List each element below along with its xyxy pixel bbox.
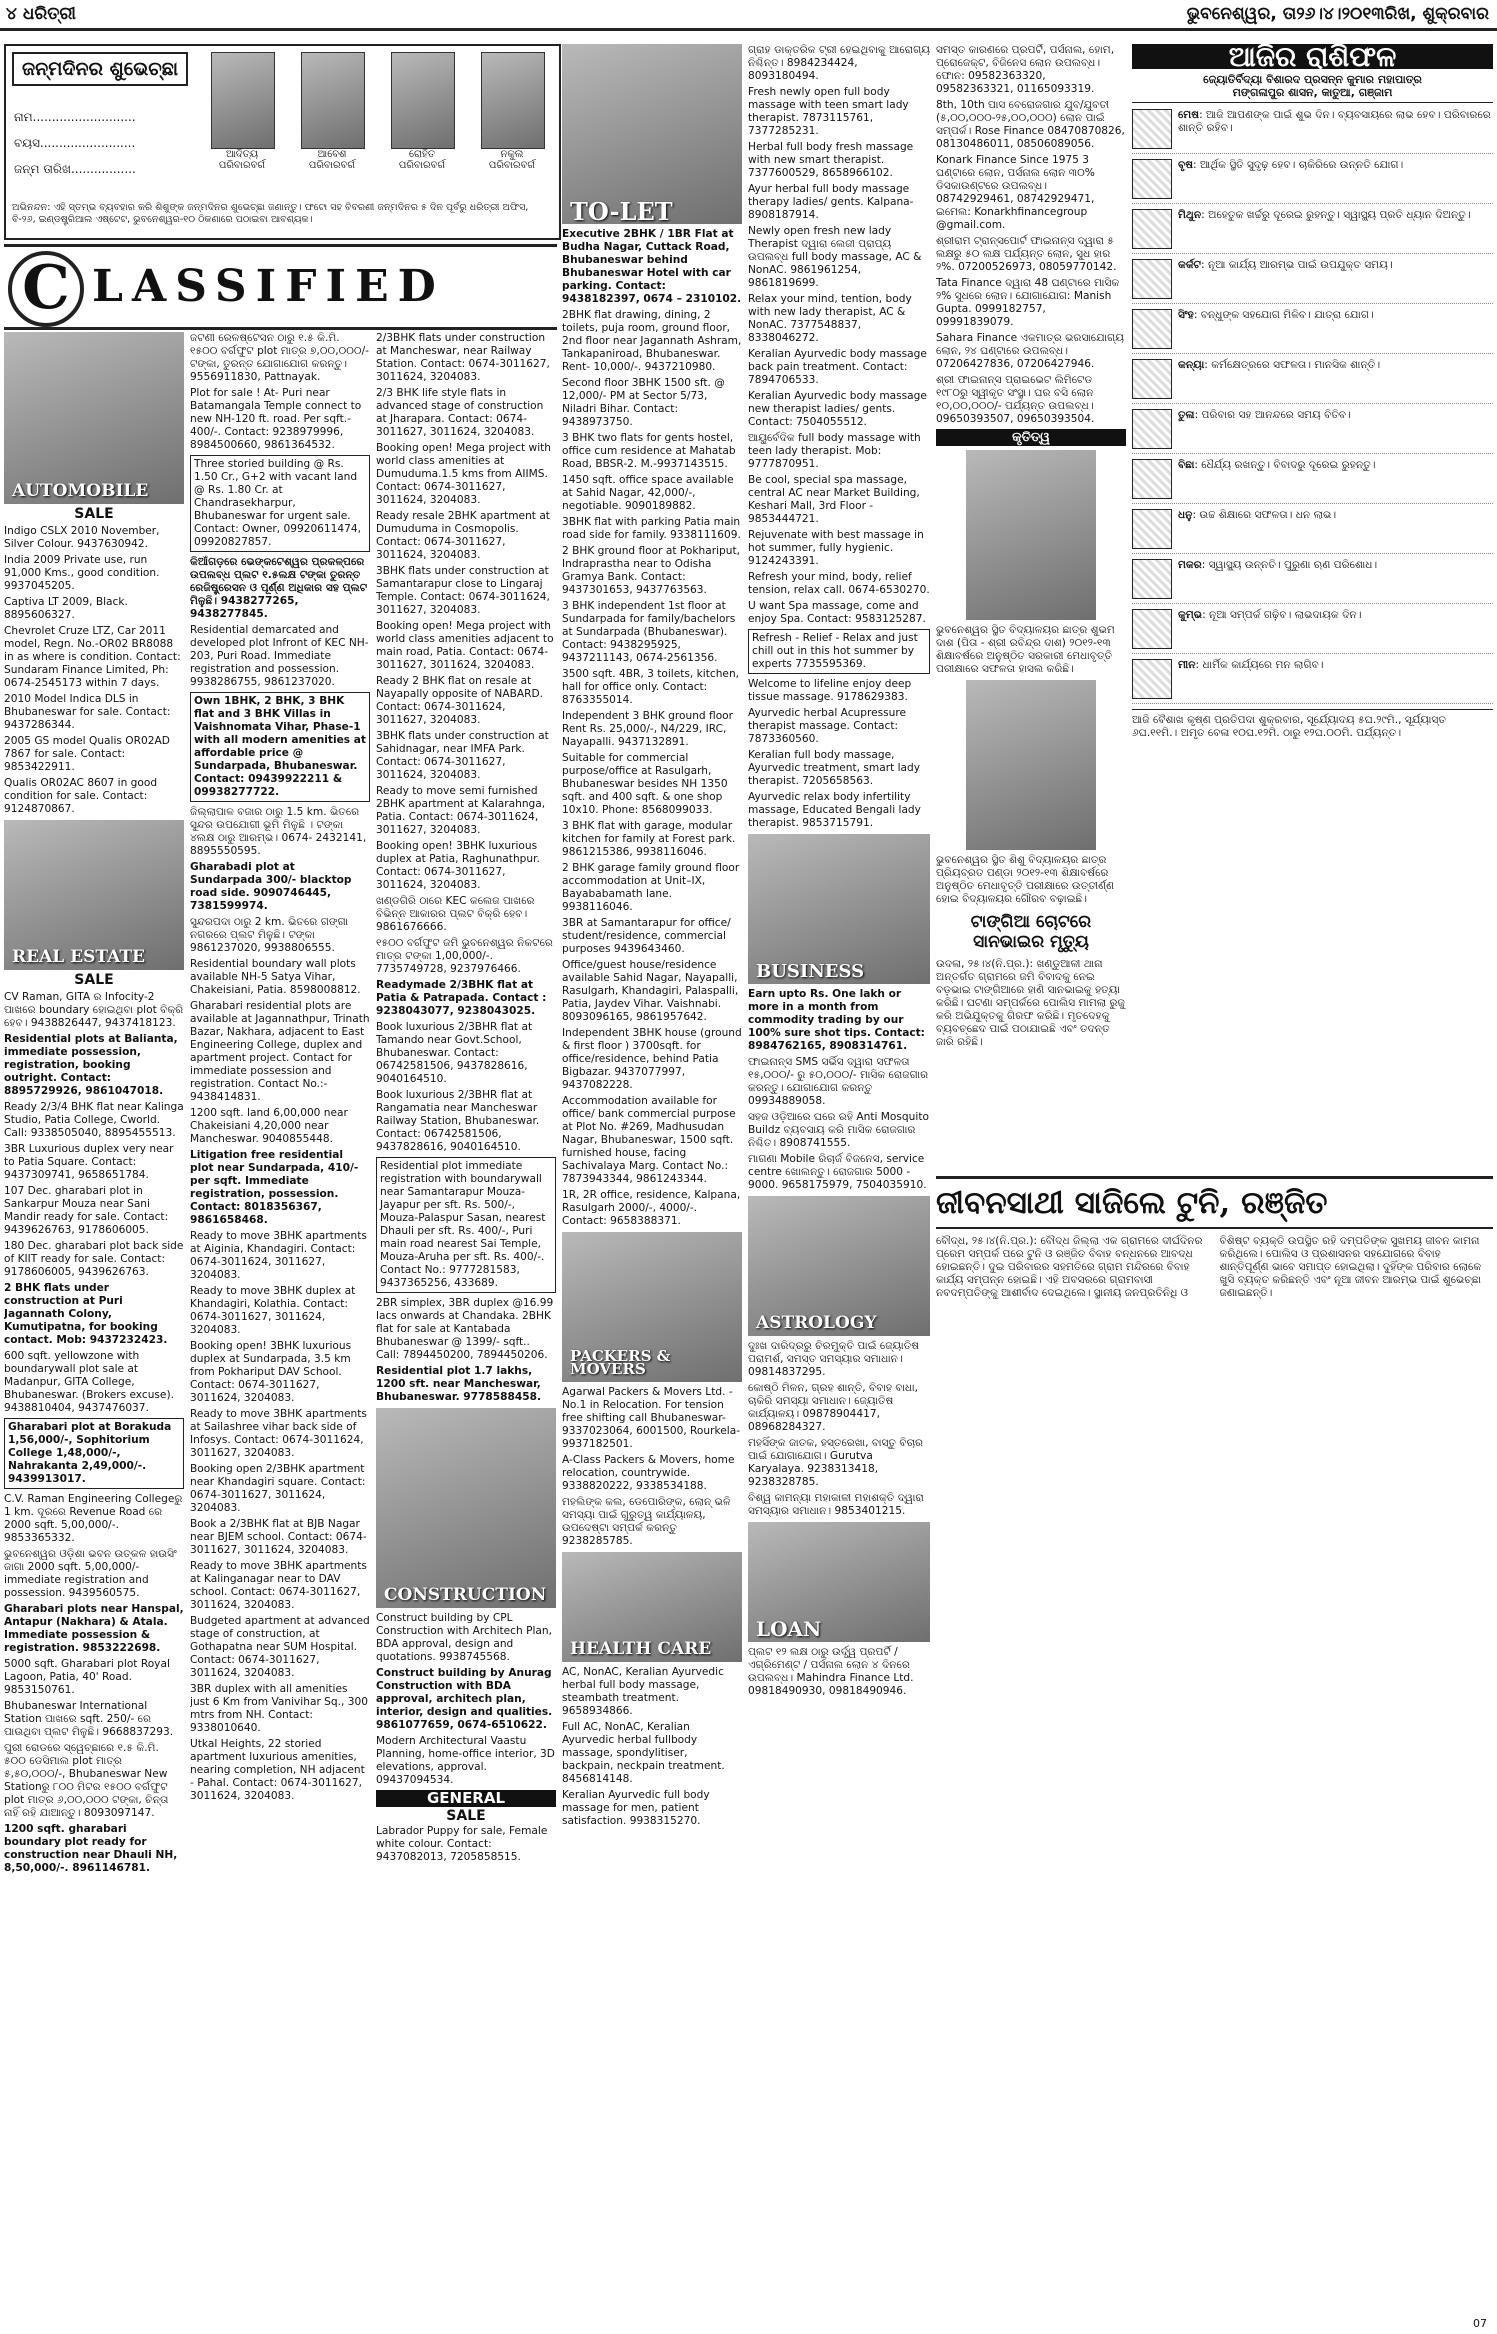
ad-text: Ready to move 3BHK apartments at Aiginia, Khandagiri. Contact: 0674-3011624, 3011627, 3204083.	[190, 1230, 367, 1281]
panjika-text: ଆଜି ବୈଶାଖ କୃଷ୍ଣ ପ୍ରତିପଦା ଶୁକ୍ରବାର, ସୂର୍ଯ୍ୟୋଦୟ ୫ଘ.୨୯ମି., ସୂର୍ଯ୍ୟାସ୍ତ ୬ଘ.୧୧ମି.। ଅମୃତ ବେଳା ୧୦ଘ.୧୨ମି. ଠାରୁ ୧୨ଘ.୦୦ମି. ପର୍ଯ୍ୟନ୍ତ।	[1132, 709, 1493, 740]
rashi-row	[1132, 559, 1493, 604]
boxed-ad: Residential plot immediate registration with boundarywall near Samantarapur Mouza-Jayapur per sft. Rs. 500/-, Mouza-Palaspur Sasan, nearest Dhauli per sft. Rs. 400/-, Puri main road nearest Sai Temple, Mouza-Aruha per sft. Rs. 400/-. Contact No.: 9777281583, 9437365256, 433689.	[376, 1157, 556, 1293]
rashifala-address: ମଙ୍ଗଳାପୁର ଶାସନ, କାତୁଆ, ଗଞ୍ଜାମ	[1132, 86, 1493, 103]
rashi-name: କନ୍ୟା	[1178, 359, 1205, 371]
story-headline: ଜୀବନସାଥୀ ସାଜିଲେ ଟୁନି, ରଞ୍ଜିତ	[936, 1176, 1493, 1229]
ad-text: ସହଜ ଓଡ଼ିଆରେ ଘରେ ରହି Anti Mosquito Buildz ବ୍ୟବସାୟ କରି ମାସିକ ରୋଜଗାର ନିଶ୍ଚିତ। 8908741555.	[748, 1111, 929, 1149]
rashi-row	[1132, 359, 1493, 404]
ad-text: Litigation free residential plot near Sundarpada, 410/- per sqft. Immediate registration, possession. Contact: 8018356367, 9861658468.	[190, 1149, 359, 1226]
student-photo-1	[966, 450, 1096, 620]
rashi-name: ବିଛା	[1178, 459, 1195, 471]
ad-text: Gharabari plots near Hanspal, Antapur (Nakhara) & Atala. Immediate possession & registration. 9853222698.	[4, 1603, 184, 1654]
ad-text: Second floor 3BHK 1500 sft. @ 12,000/- PM at Sector 5/73, Niladri Bihar. Contact: 9438973750.	[562, 377, 725, 428]
zodiac-icon	[1132, 259, 1172, 299]
rashi-name: ମୀନ	[1178, 659, 1196, 671]
ad-text: Independent 3BHK house (ground & first floor ) 3700sqft. for office/residence, behind Patia Bigbazar. 9437077997, 9437082228.	[562, 1027, 742, 1091]
ad-text: 2 BHK ground floor at Pokhariput, Indraprastha near to Odisha Gramya Bank. Contact: 9437301653, 9437763563.	[562, 545, 740, 596]
ad-text: Ready to move 3BHK duplex at Khandagiri, Kolathia. Contact: 0674-3011627, 3011624, 3204083.	[190, 1285, 356, 1336]
ad-text: Residential plots at Balianta, immediate possession, registration, booking outright. Contact: 8895729926, 9861047018.	[4, 1033, 178, 1097]
ad-text: Booking open! 3BHK luxurious duplex at Patia, Raghunathpur. Contact: 0674-3011627, 3011624, 3204083.	[376, 840, 540, 891]
ad-text: Keralian full body massage, Ayurvedic treatment, smart lady therapist. 7205658563.	[748, 749, 921, 787]
ad-text: ଗ୍ରାହ ଡାକ୍ତରିକ ଟ୍ରୀ ହେଇଥିବାକୁ ଆରୋଗ୍ୟ ନିଶ୍ଚିନ୍ତ। 8984234424, 8093180494.	[748, 44, 930, 82]
ad-text: ବିଶ୍ୱ କାମନ୍ୟା ମହାକାଳୀ ମହାଶକ୍ତି ଦ୍ୱାରା ସମସ୍ୟାର ସମାଧାନ। 9853401215.	[748, 1492, 924, 1517]
achievement-text: ଭୁବନେଶ୍ୱର ସ୍ଥିତ ଶିଶୁ ବିଦ୍ୟାଳୟର ଛାତ୍ର ପ୍ରିୟବ୍ରତ ପଣ୍ଡା ୨୦୧୨-୧୩ ଶିକ୍ଷାବର୍ଷରେ ଅନୁଷ୍ଠିତ ମେଧାବୃତ୍ତି ପରୀକ୍ଷାରେ ଉତ୍ତୀର୍ଣ୍ଣ ହୋଇ ବିଦ୍ୟାଳୟର ଗୌରବ ବଢ଼ାଇଛି।	[936, 854, 1115, 905]
ad-text: Residential boundary wall plots available NH-5 Satya Vihar, Chakeisiani, Patia. 8598008812.	[190, 958, 361, 996]
news-headline: ଟାଙ୍ଗିଆ ଚୋଟରେ ସାନଭାଇର ମୃତ୍ୟୁ	[970, 912, 1092, 952]
rashi-prediction: ଧୈର୍ଯ୍ୟ ରଖନ୍ତୁ। ବିବାଦରୁ ଦୂରେଇ ରୁହନ୍ତୁ।	[1201, 459, 1376, 471]
story-section	[936, 1176, 1493, 2327]
page-header	[0, 0, 1497, 31]
rashi-prediction: ପରିବାର ସହ ଆନନ୍ଦରେ ସମୟ ବିତିବ।	[1201, 409, 1351, 421]
ad-text: 3 BHK independent 1st floor at Sundarpada for family/bachelors at Sundarpada (Bhubaneswar). Contact: 9438295925, 9437211143, 0674-2561356.	[562, 600, 736, 664]
ad-text: ଜଟଣୀ ରେଳଷ୍ଟେସନ ଠାରୁ ୧.୫ କି.ମି. ୧୫୦୦ ବର୍ଗଫୁଟ plot ମାତ୍ର ୭,୦୦,୦୦୦/- ଟଙ୍କା, ତୁରନ୍ତ ଯୋଗାଯୋଗ କରନ୍ତୁ। 9556911830, Pattnayak.	[190, 332, 369, 383]
ad-text: 107 Dec. gharabari plot in Sankarpur Mouza near Sani Mandir ready for sale. Contact: 9439626763, 9178606005.	[4, 1185, 169, 1236]
ad-text: Ready to move 3BHK apartments at Sailashree vihar back side of Infosys. Contact: 0674-3011624, 3011627, 3204083.	[190, 1408, 367, 1459]
rashi-row	[1132, 409, 1493, 454]
packers-movers-image: PACKERS & MOVERS	[562, 1232, 742, 1382]
rashi-prediction: ନୂଆ ସମ୍ପର୍କ ଗଢ଼ିବ। ଲାଭଦାୟକ ଦିନ।	[1209, 609, 1362, 621]
ad-text: India 2009 Private use, run 91,000 Kms., good condition. 9937045205.	[4, 554, 160, 592]
rashifala-signs	[1132, 109, 1493, 704]
classified-letter: C	[8, 251, 84, 327]
ad-text: Earn upto Rs. One lakh or more in a month from commodity trading by our 100% sure shot tips. Contact: 8984762165, 8908314761.	[748, 988, 925, 1052]
ad-text: Independent 3 BHK ground floor Rent Rs. 25,000/-, N4/229, IRC, Nayapalli. 9437132891.	[562, 710, 734, 748]
ad-text: ଖଣ୍ଡଗିରି ଠାରେ KEC କଲେଜ ପାଖରେ ବିଭିନ୍ନ ଆକାରର ପ୍ଲଟ ବିକ୍ରି ହେବ। 9861676666.	[376, 895, 535, 933]
rashi-prediction: ଅହେତୁକ ଖର୍ଚ୍ଚରୁ ଦୂରେଇ ରୁହନ୍ତୁ। ସ୍ୱାସ୍ଥ୍ୟ ପ୍ରତି ଧ୍ୟାନ ଦିଅନ୍ତୁ।	[1208, 209, 1471, 221]
ad-text: Newly open fresh new lady Therapist ଦ୍ୱାରା ଲେଜୀ ପ୍ରାପ୍ୟ ଉପଲବ୍ଧ full body massage, AC & NonAC. 9861961254, 9861819699.	[748, 225, 922, 289]
ad-text: 3BHK flats under construction at Sahidnagar, near IMFA Park. Contact: 0674-3011627, 3011624, 3204083.	[376, 730, 549, 781]
student-photo-2	[966, 680, 1096, 850]
ad-text: Tata Finance ଦ୍ୱାରା 48 ଘଣ୍ଟାରେ ମାସିକ ୨% ସୁଧରେ ଲୋନ। ଯୋଗାଯୋଗ: Manish Gupta. 0999182757, 09991839079.	[936, 277, 1120, 328]
rashi-text: କର୍କଟ: ନୂଆ କାର୍ଯ୍ୟ ଆରମ୍ଭ ପାଇଁ ଉପଯୁକ୍ତ ସମୟ।	[1178, 259, 1393, 271]
rashi-prediction: ଆର୍ଥିକ ସ୍ଥିତି ସୁଦୃଢ଼ ହେବ। ଚାକିରିରେ ଉନ୍ନତି ଯୋଗ।	[1199, 159, 1404, 171]
birthday-date-field: ଜନ୍ମ ତାରିଖ.................	[14, 162, 136, 176]
date-label: ଭୁବନେଶ୍ୱର, ତା୨୬।୪।୨୦୧୩ରିଖ, ଶୁକ୍ରବାର	[1186, 4, 1489, 24]
ad-text: AC, NonAC, Keralian Ayurvedic herbal full body massage, steambath treatment. 9658934866.	[562, 1666, 724, 1717]
rashi-name: ସିଂହ	[1178, 309, 1194, 321]
birthday-note: ଅଭିନନ୍ଦନ: ଏହି ସ୍ତମ୍ଭ ବ୍ୟବହାର କରି ଶିଶୁଙ୍କ ଜନ୍ମଦିନର ଶୁଭେଚ୍ଛା ଜଣାନ୍ତୁ। ଫଟୋ ସହ ବିବରଣୀ ଜନ୍ମଦିନର ୫ ଦିନ ପୂର୍ବରୁ ଧରିତ୍ରୀ ଅଫିସ, ବି-୨୬, ଇଣ୍ଡଷ୍ଟ୍ରିଆଲ ଏଷ୍ଟେଟ, ଭୁବନେଶ୍ୱର-୧୦ ଠିକଣାରେ ପଠାଇବା ଆବଶ୍ୟକ।	[12, 202, 529, 225]
ad-text: C.V. Raman Engineering Collegeରୁ 1 km. ଦୂରରେ Revenue Road ରେ 2000 sqft. 5,00,000/-. 9853365332.	[4, 1493, 183, 1544]
ad-text: 2BR simplex, 3BR duplex @16.99 lacs onwards at Chandaka. 2BHK flat for sale at Kantabada Bhubaneswar @ 1399/- sqft.. Call: 7894450200, 7894450206.	[376, 1297, 554, 1361]
rashi-text: ଧନୁ: ଉଚ୍ଚ ଶିକ୍ଷାରେ ସଫଳତା। ଧନ ଲାଭ।	[1178, 509, 1337, 521]
ad-text: Sahara Finance ଏକମାତ୍ର ଭରସାଯୋଗ୍ୟ ଲୋନ, ୨୪ ଘଣ୍ଟାରେ ଉପଲବ୍ଧ। 07206427836, 07206427946.	[936, 332, 1124, 370]
ad-text: Readymade 2/3BHK flat at Patia & Patrapada. Contact : 9238043077, 9238043025.	[376, 979, 547, 1017]
kritiswa-heading: କୃତିତ୍ୱ	[936, 429, 1126, 446]
ad-text: Accommodation available for office/ bank commercial purpose at Plot No. #269, Madhusudan Nagar, Bhubaneswar, 1500 sqft. furnished house, facing Sachivalaya Marg. Contact No.: 7873943344, 9861243344.	[562, 1095, 736, 1185]
rashi-text: ବିଛା: ଧୈର୍ଯ୍ୟ ରଖନ୍ତୁ। ବିବାଦରୁ ଦୂରେଇ ରୁହନ୍ତୁ।	[1178, 459, 1376, 471]
real-estate-image: REAL ESTATE	[4, 820, 184, 970]
rashi-row	[1132, 209, 1493, 254]
rashi-name: ମେଷ	[1178, 109, 1200, 121]
ad-text: Fresh newly open full body massage with teen smart lady therapist. 7873115761, 7377285231.	[748, 86, 909, 137]
column-6	[936, 44, 1126, 1170]
ad-text: Residential demarcated and developed plot Infront of KEC NH-203, Puri Road. Immediate registration and possession. 9938286755, 9861237020.	[190, 624, 369, 688]
ad-text: Book luxurious 2/3BHR flat at Rangamatia near Mancheswar Railway Station, Bhubaneswar. Contact: 06742581506, 9437828616, 9040164510.	[376, 1089, 540, 1153]
rashi-row	[1132, 159, 1493, 204]
ad-text: Ready resale 2BHK apartment at Dumuduma in Cosmopolis. Contact: 0674-3011627, 3011624, 3204083.	[376, 510, 550, 561]
kid-name: ରୋହିତ	[409, 149, 435, 160]
sale-heading: SALE	[74, 506, 114, 522]
rashi-prediction: ଧାର୍ମିକ କାର୍ଯ୍ୟରେ ମନ ଲାଗିବ।	[1202, 659, 1324, 671]
ad-text: Keralian Ayurvedic body massage new therapist ladies/ gents. Contact: 7504055512.	[748, 390, 927, 428]
ad-text: Ready 2/3/4 BHK flat near Kalinga Studio, Patia College, Cworld. Call: 9338505040, 8895455513.	[4, 1101, 184, 1139]
ad-text: 1450 sqft. office space available at Sahid Nagar, 42,000/-, negotiable. 9090189882.	[562, 474, 734, 512]
classified-banner	[4, 244, 557, 330]
ad-text: ପୁରୀ ରୋଡରେ ସ୍ୱେଚ୍ଛାରେ ୧.୫ କି.ମି. ୫୦୦ ଡେସିମାଲ plot ମାତ୍ର ୫,୫୦,୦୦୦/-, Bhubaneswar New Stationରୁ ୮୦୦ ମିଟର ୧୫୦୦ ବର୍ଗଫୁଟ plot ମାତ୍ର ୬,୦୦,୦୦୦ ଟଙ୍କା, ଚିନ୍ତା ନାହିଁ ରହି ଯାଆନ୍ତୁ। 8093097147.	[4, 1742, 169, 1819]
ad-text: ସମସ୍ତ କାରଣରେ ପ୍ରପର୍ଟି, ପର୍ସନାଲ, ହୋମ, ପ୍ରୋଜେକ୍ଟ, ବିଜିନେସ ଲୋନ ଉପଲବ୍ଧ। ଫୋନ: 09582363320, 09582363321, 01165093319.	[936, 44, 1115, 95]
ad-text: 5000 sqft. Gharabari plot Royal Lagoon, Patia, 40' Road. 9853150761.	[4, 1658, 170, 1696]
ad-text: Keralian Ayurvedic body massage back pain treatment. Contact: 7894706533.	[748, 348, 927, 386]
birthday-age-field: ବୟସ.........................	[14, 136, 136, 150]
rashi-row	[1132, 459, 1493, 504]
zodiac-icon	[1132, 459, 1172, 499]
ad-text: Utkal Heights, 22 storied apartment luxurious amenities, nearing completion, NH adjacent - Pahal. Contact: 0674-3011627, 3011624, 3204083.	[190, 1738, 365, 1802]
ad-text: Welcome to lifeline enjoy deep tissue massage. 9178629383.	[748, 678, 912, 703]
business-image: BUSINESS	[748, 834, 930, 984]
ad-text: ଶ୍ରୀ ଫାଇନାନ୍ସ ପ୍ରାଇଭେଟ ଲିମିଟେଡ ୧୯୮୦ରୁ ସ୍ୱୀକୃତ ସଂସ୍ଥା। ଘର ବସି ଲୋନ ୧୦,୦୦,୦୦୦/- ପର୍ଯ୍ୟନ୍ତ ଉପଲବ୍ଧ। 09650393507, 09650393504.	[936, 374, 1095, 425]
zodiac-icon	[1132, 609, 1172, 649]
ad-text: 2 BHK flats under construction at Puri Jagannath Colony, Kumutipatna, for booking contact. Mob: 9437232423.	[4, 1282, 168, 1346]
ad-text: 1200 sqft. gharabari boundary plot ready for construction near Dhauli NH, 8,50,000/-. 8961146781.	[4, 1823, 178, 1874]
ad-text: Rejuvenate with best massage in hot summer, fully hygienic. 9124243391.	[748, 529, 924, 567]
ad-text: Bhubaneswar International Station ପାଖରେ sqft. 250/- ରେ ପାଉଥିବା ପ୍ଲଟ ମିଳୁଛି। 9668837293.	[4, 1700, 174, 1738]
page-number: 07	[1473, 2317, 1487, 2330]
ad-text: Construct building by CPL Construction with Architech Plan, BDA approval, design and quotations. 9938745568.	[376, 1612, 552, 1663]
kid-name: ନକୁଲ	[500, 149, 524, 160]
boxed-ad: Refresh - Relief - Relax and just chill out in this hot summer by experts 7735595369.	[748, 629, 930, 674]
boxed-ad: Gharabari plot at Borakuda 1,56,000/-, Sophitorium College 1,48,000/-, Nahrakanta 2,49,000/-. 9439913017.	[4, 1418, 184, 1489]
rashi-text: ତୁଳା: ପରିବାର ସହ ଆନନ୍ଦରେ ସମୟ ବିତିବ।	[1178, 409, 1351, 421]
rashi-name: ବୃଷ	[1178, 159, 1194, 171]
rashi-prediction: ସ୍ୱାସ୍ଥ୍ୟ ଉନ୍ନତି। ପୁରୁଣା ଋଣ ପରିଶୋଧ।	[1208, 559, 1378, 571]
ad-text: Keralian Ayurvedic full body massage for men, patient satisfaction. 9938315270.	[562, 1789, 710, 1827]
ad-text: Suitable for commercial purpose/office at Rasulgarh, Bhubaneswar besides NH 1350 sqft. and 400 sqft. & one shop 10x10. Phone: 8568099033.	[562, 752, 728, 816]
rashi-name: ତୁଳା	[1178, 409, 1195, 421]
ad-text: ଦୁଃଖ ଦାରିଦ୍ରରୁ ଚିରମୁକ୍ତି ପାଇଁ ଜ୍ୟୋତିଷ ପରାମର୍ଶ, ସମସ୍ତ ସମସ୍ୟାର ସମାଧାନ। 09814837295.	[748, 1340, 920, 1378]
ad-text: A-Class Packers & Movers, home relocation, countrywide. 9338820222, 9338534188.	[562, 1454, 735, 1492]
birthday-name-field: ନାମ...........................	[14, 110, 136, 124]
rashi-text: ମେଷ: ଆଜି ଆପଣଙ୍କ ପାଇଁ ଶୁଭ ଦିନ। ବ୍ୟବସାୟରେ ଲାଭ ହେବ। ପରିବାରରେ ଶାନ୍ତି ରହିବ।	[1178, 109, 1491, 134]
rashi-name: କୁମ୍ଭ	[1178, 609, 1203, 621]
ad-text: କୋଷ୍ଠି ମିଳନ, ଗ୍ରହ ଶାନ୍ତି, ବିବାହ ବାଧା, ଚାକିରି ସମସ୍ୟା ସମାଧାନ। ଜ୍ୟୋତିଷ କାର୍ଯ୍ୟାଳୟ। 09878904417, 08968284327.	[748, 1382, 919, 1433]
ad-text: Ayur herbal full body massage therapy ladies/ gents. Kalpana- 8908187914.	[748, 183, 914, 221]
ad-text: ଜିଲ୍ଲାପାଳ ବଜାର ଠାରୁ 1.5 km. ଭିତରେ ସୁନ୍ଦର ଉପଯୋଗୀ ଭୂମି ମିଳୁଛି । ଟଙ୍କା ୪ଲକ୍ଷ ଠାରୁ ଆରମ୍ଭ। 0674- 2432141, 8895550595.	[190, 806, 367, 857]
rashi-name: ମିଥୁନ	[1178, 209, 1202, 221]
ad-text: ମହଲିଙ୍କ କଲ, ଡେପୋରିଙ୍କ, ଲୋନ୍ ଭଳି ସମସ୍ୟା ପାଇଁ ଗୁରୁତ୍ୱ କାର୍ଯ୍ୟାଳୟ, ଉପଦେଷ୍ଟା ସମ୍ପର୍କ କରନ୍ତୁ 9238285785.	[562, 1496, 731, 1547]
zodiac-icon	[1132, 659, 1172, 699]
kid-name: ଆବେଶ	[317, 149, 347, 160]
column-5	[748, 44, 930, 2327]
ad-text: Be cool, special spa massage, central AC near Market Building, Keshari Mall, 3rd Floor - 9853444721.	[748, 474, 920, 525]
general-heading: GENERAL	[376, 1790, 556, 1807]
ad-text: Book luxurious 2/3BHR flat at Tamando near Govt.School, Bhubaneswar. Contact: 06742581506, 9437828616, 9040164510.	[376, 1021, 533, 1085]
ad-text: ସୁନ୍ଦରପଦା ଠାରୁ 2 km. ଭିତରେ ଗଙ୍ଗା ନଗରରେ ପ୍ଲଟ ମିଳୁଛି। ଟଙ୍କା 9861237020, 9938806555.	[190, 916, 349, 954]
ad-text: U want Spa massage, come and enjoy Spa. Contact: 9583125287.	[748, 600, 926, 625]
rashi-name: ମକର	[1178, 559, 1202, 571]
rashi-name: କର୍କଟ	[1178, 259, 1201, 271]
classified-title: LASSIFIED	[92, 261, 445, 312]
ad-text: Gharabari residential plots are available at Jagannathpur, Trinath Bazar, Nakhara, adjacent to East Engineering College, duplex and apartment project. Contact for immediate possession and registration. Contact No.:- 9438414831.	[190, 1000, 370, 1103]
kid-from: ପରିବାରବର୍ଗ	[218, 160, 266, 171]
ad-text: Ready to move semi furnished 2BHK apartment at Kalarahnga, Patia. Contact: 0674-3011624, 3011627, 3204083.	[376, 785, 546, 836]
rashi-row	[1132, 609, 1493, 654]
rashi-text: ମିଥୁନ: ଅହେତୁକ ଖର୍ଚ୍ଚରୁ ଦୂରେଇ ରୁହନ୍ତୁ। ସ୍ୱାସ୍ଥ୍ୟ ପ୍ରତି ଧ୍ୟାନ ଦିଅନ୍ତୁ।	[1178, 209, 1471, 221]
column-3	[376, 332, 556, 2327]
rashi-row	[1132, 109, 1493, 154]
ad-text: 2BHK flat drawing, dining, 2 toilets, puja room, ground floor, 2nd floor near Jagannath Ashram, Tankapaniroad, Bhubaneswar. Rent- 10,000/-. 9437210980.	[562, 309, 742, 373]
birthday-photos	[202, 52, 552, 200]
ad-text: 8th, 10th ପାସ ବେରୋଜଗାର ଯୁବ/ଯୁବତୀ (୫,୦୦,୦୦୦-୨୫,୦୦,୦୦୦) ଲୋନ ପାଇଁ ସମ୍ପର୍କ। Rose Finance 08470870826, 08130486011, 08506089056.	[936, 99, 1125, 150]
rashi-text: କୁମ୍ଭ: ନୂଆ ସମ୍ପର୍କ ଗଢ଼ିବ। ଲାଭଦାୟକ ଦିନ।	[1178, 609, 1362, 621]
news-text: ଉଦଳା, ୨୫।୪(ନି.ପ୍ର.): ଖଣ୍ଡୁଆଳୀ ଥାନା ଅନ୍ତର୍ଗତ ଗ୍ରାମରେ ଜମି ବିବାଦକୁ ନେଇ ବଡ଼ଭାଇ ଟାଙ୍ଗିଆରେ ହାଣି ସାନଭାଇକୁ ହତ୍ୟା କରିଛି। ଘଟଣା ସମ୍ପର୍କରେ ପୋଲିସ ମାମଲା ରୁଜୁ କରି ଅଭିଯୁକ୍ତକୁ ଗିରଫ କରିଛି। ମୃତଦେହକୁ ବ୍ୟବଚ୍ଛେଦ ପାଇଁ ପଠାଯାଇଛି ଏବଂ ତଦନ୍ତ ଜାରି ରହିଛି।	[936, 958, 1125, 1048]
ad-text: 3BR Luxurious duplex very near to Patia Square. Contact: 9437309741, 9658651784.	[4, 1143, 174, 1181]
rashifala-section	[1132, 44, 1493, 1170]
ad-text: 1R, 2R office, residence, Kalpana, Rasulgarh 2000/-, 4000/-. Contact: 9658388371.	[562, 1189, 741, 1227]
ad-text: 600 sqft. yellowzone with boundarywall plot sale at Madanpur, GITA College, Bhubaneswar. (Brokers excuse). 9438810404, 9437476037.	[4, 1350, 174, 1414]
automobile-image: AUTOMOBILE	[4, 332, 184, 504]
ad-text: Agarwal Packers & Movers Ltd. - No.1 in Relocation. For tension free shifting call Bhubaneswar- 9337023064, 6001500, Rourkela-9937182501.	[562, 1386, 741, 1450]
ad-text: Chevrolet Cruze LTZ, Car 2011 model, Regn. No.-OR02 BR8088 in as where is condition. Contact: Sundaram Finance Limited, Ph: 0674-2545173 within 7 days.	[4, 625, 181, 689]
ad-text: Modern Architectural Vaastu Planning, home-office interior, 3D elevations, approval. 09437094534.	[376, 1735, 555, 1786]
ad-text: ଶ୍ରୀରାମ ଟ୍ରାନ୍ସପୋର୍ଟ ଫାଇନାନ୍ସ ଦ୍ୱାରା ୫ ଲକ୍ଷରୁ ୫୦ ଲକ୍ଷ ପର୍ଯ୍ୟନ୍ତ ଲୋନ, ସୁଧ ହାର ୨%. 07200526973, 08059770142.	[936, 235, 1117, 273]
achievement-text: ଭୁବନେଶ୍ୱର ସ୍ଥିତ ବିଦ୍ୟାଳୟର ଛାତ୍ର ଶୁଭମ ଦାଶ (ପିତା - ଶ୍ରୀ ରବିନ୍ଦ୍ର ଦାଶ) ୨୦୧୨-୧୩ ଶିକ୍ଷାବର୍ଷରେ ଅନୁଷ୍ଠିତ ସରକାରୀ ମେଧାବୃତ୍ତି ପରୀକ୍ଷାରେ ସଫଳତା ହାସଲ କରିଛି।	[936, 624, 1115, 675]
rashi-prediction: ଉଚ୍ଚ ଶିକ୍ଷାରେ ସଫଳତା। ଧନ ଲାଭ।	[1199, 509, 1337, 521]
ad-text: Ayurvedic herbal Acupressure therapist massage. Contact: 7873360560.	[748, 707, 906, 745]
sale-heading: SALE	[74, 972, 114, 988]
ad-text: Konark Finance Since 1975 3 ଘଣ୍ଟାରେ ଲୋନ, ପର୍ସନାଲ ଲୋନ ୩୦% ଡିସକାଉଣ୍ଟରେ ଉପଲବ୍ଧ। 08742929461, 08742929471, ଇମେଲ: Konarkhfinancegroup @gmail.com.	[936, 154, 1095, 231]
ad-text: 2005 GS model Qualis OR02AD 7867 for sale. Contact: 9853422911.	[4, 735, 170, 773]
ad-text: 3BHK flat with parking Patia main road side for family. 9338111609.	[562, 516, 741, 541]
story-body: ବୌଦ୍ଧ, ୨୫।୪(ନି.ପ୍ର.): ବୌଦ୍ଧ ଜିଲ୍ଲା ଏକ ଗ୍ରାମରେ ଦୀର୍ଘଦିନର ପ୍ରେମ ସମ୍ପର୍କ ପରେ ଟୁନି ଓ ରଞ୍ଜିତ ବିବାହ ବନ୍ଧନରେ ଆବଦ୍ଧ ହୋଇଛନ୍ତି। ଦୁଇ ପରିବାରର ସହମତିରେ ଗ୍ରାମ ମନ୍ଦିରରେ ବିବାହ କାର୍ଯ୍ୟ ସମ୍ପନ୍ନ ହୋଇଛି। ଏହି ଅବସରରେ ଗ୍ରାମବାସୀ ନବଦମ୍ପତିଙ୍କୁ ଆଶୀର୍ବାଦ ଦେଇଥିଲେ। ସ୍ଥାନୀୟ ଜନପ୍ରତିନିଧି ଓ ବିଶିଷ୍ଟ ବ୍ୟକ୍ତି ଉପସ୍ଥିତ ରହି ଦମ୍ପତିଙ୍କ ସୁଖମୟ ଜୀବନ କାମନା କରିଥିଲେ। ପୋଲିସ ଓ ପ୍ରଶାସନର ସହଯୋଗରେ ବିବାହ ଶାନ୍ତିପୂର୍ଣ୍ଣ ଭାବେ ସମାପ୍ତ ହୋଇଥିଲା। ଦୁହିଁଙ୍କ ପରିବାର ଲୋକେ ଖୁସି ବ୍ୟକ୍ତ କରିଛନ୍ତି ଏବଂ ନୂଆ ଜୀବନ ଆରମ୍ଭ ପାଇଁ ଶୁଭେଚ୍ଛା ଜଣାଇଛନ୍ତି।	[936, 1235, 1482, 1299]
page-label: ୪ ଧରିତ୍ରୀ	[6, 4, 76, 24]
kid-from: ପରିବାରବର୍ଗ	[398, 160, 446, 171]
ad-text: Full AC, NonAC, Keralian Ayurvedic herbal fullbody massage, spondylitiser, backpain, neckpain treatment. 8456814148.	[562, 1721, 725, 1785]
kid-photo-1	[202, 52, 282, 171]
ad-text: 3 BHK two flats for gents hostel, office cum residence at Mahatab Road, BBSR-2. M.-9937143515.	[562, 432, 736, 470]
ad-text: Captiva LT 2009, Black. 8895606327.	[4, 596, 128, 621]
ad-text: 3BR duplex with all amenities just 6 Km from Vanivihar Sq., 300 mtrs from NH. Contact: 9338010640.	[190, 1683, 368, 1734]
zodiac-icon	[1132, 309, 1172, 349]
ad-text: CV Raman, GITA ର Infocity-2 ପାଖରେ boundary ହୋଇଥିବା plot ବିକ୍ରି ହେବ। 9438826447, 9437418123.	[4, 991, 184, 1029]
ad-text: Residential plot 1.7 lakhs, 1200 sft. near Mancheswar, Bhubaneswar. 9778588458.	[376, 1365, 542, 1403]
astrology-image: ASTROLOGY	[748, 1196, 930, 1336]
rashi-text: ମକର: ସ୍ୱାସ୍ଥ୍ୟ ଉନ୍ନତି। ପୁରୁଣା ଋଣ ପରିଶୋଧ।	[1178, 559, 1378, 571]
ad-text: ୧୫୦୦ ବର୍ଗଫୁଟ ଜମି ଭୁବନେଶ୍ୱର ନିକଟରେ ମାତ୍ର ଟଙ୍କା 1,00,000/-. 7735749728, 9237976466.	[376, 937, 553, 975]
ad-text: 2010 Model Indica DLS in Bhubaneswar for sale. Contact: 9437286344.	[4, 693, 171, 731]
ad-text: Refresh your mind, body, relief tension, relax call. 0674-6530270.	[748, 571, 930, 596]
ad-text: 2/3BHK flats under construction at Mancheswar, near Railway Station. Contact: 0674-3011627, 3011624, 3204083.	[376, 332, 550, 383]
column-1	[4, 332, 184, 2327]
rashi-row	[1132, 659, 1493, 704]
ad-text: ଫାଇନାନ୍ସ SMS ସର୍ଭିସ ଦ୍ୱାରା ସଫଳତା ୧୫,୦୦୦/- ରୁ ୫୦,୦୦୦/- ମାସିକ ରୋଜଗାର କରନ୍ତୁ। ଯୋଗାଯୋଗ କରନ୍ତୁ 09934889058.	[748, 1056, 929, 1107]
loan-image: LOAN	[748, 1522, 930, 1642]
construction-image: CONSTRUCTION	[376, 1408, 556, 1608]
zodiac-icon	[1132, 559, 1172, 599]
ad-text: Indigo CSLX 2010 November, Silver Colour. 9437630942.	[4, 525, 160, 550]
ad-text: Relax your mind, tention, body with new lady therapist, AC & NonAC. 7377548837, 8338046272.	[748, 293, 912, 344]
boxed-ad: Three storied building @ Rs. 1.50 Cr., G+2 with vacant land @ Rs. 1.80 Cr. at Chandrasekharpur, Bhubaneswar for urgent sale. Contact: Owner, 09920611474, 09920827857.	[190, 455, 370, 552]
ad-text: 2 BHK garage family ground floor accommodation at Unit–IX, Bayababamath lane. 9938116046.	[562, 862, 740, 913]
birthday-box	[4, 44, 561, 240]
ad-text: ଆୟୁର୍ବେଦିକ full body massage with teen lady therapist. Mob: 9777870951.	[748, 432, 921, 470]
rashi-row	[1132, 509, 1493, 554]
ad-text: Ayurvedic relax body infertility massage, Educated Bengali lady therapist. 9853715791.	[748, 791, 921, 829]
rashi-row	[1132, 259, 1493, 304]
rashi-prediction: ଆଜି ଆପଣଙ୍କ ପାଇଁ ଶୁଭ ଦିନ। ବ୍ୟବସାୟରେ ଲାଭ ହେବ। ପରିବାରରେ ଶାନ୍ତି ରହିବ।	[1178, 109, 1491, 134]
ad-text: ଭୁବନେଶ୍ୱର ଓଡ଼ିଶା ଭବନ ଉତ୍କଳ ହାଉସିଂ ଜାଗା 2000 sqft. 5,00,000/- immediate registration and possession. 9439560575.	[4, 1548, 177, 1599]
ad-text: Booking open! 3BHK luxurious duplex at Sundarpada, 3.5 km from Pokhariput DAV School. Contact: 0674-3011627, 3011624, 3204083.	[190, 1340, 352, 1404]
ad-text: Booking open! Mega project with world class amenities adjacent to main road, Patia. Contact: 0674-3011627, 3011624, 3204083.	[376, 620, 554, 671]
ad-text: Book a 2/3BHK flat at BJB Nagar near BJEM school. Contact: 0674-3011627, 3011624, 3204083.	[190, 1518, 367, 1556]
ad-text: Budgeted apartment at advanced stage of construction, at Gothapatna near SUM Hospital. Contact: 0674-3011627, 3011624, 3204083.	[190, 1615, 370, 1679]
rashi-text: ସିଂହ: ବନ୍ଧୁଙ୍କ ସହଯୋଗ ମିଳିବ। ଯାତ୍ରା ଯୋଗ।	[1178, 309, 1374, 321]
column-4	[562, 44, 742, 2327]
ad-text: 3500 sqft. 4BR, 3 toilets, kitchen, hall for office only. Contact: 8763355014.	[562, 668, 740, 706]
zodiac-icon	[1132, 159, 1172, 199]
ad-text: Ready 2 BHK flat on resale at Nayapally opposite of NABARD. Contact: 0674-3011624, 3011627, 3204083.	[376, 675, 543, 726]
ad-text: Executive 2BHK / 1BR Flat at Budha Nagar, Cuttack Road, Bhubaneswar behind Bhubaneswar Hotel with car parking. Contact: 9438182397, 0674 – 2310102.	[562, 228, 742, 305]
kid-from: ପରିବାରବର୍ଗ	[308, 160, 356, 171]
rashi-text: ମୀନ: ଧାର୍ମିକ କାର୍ଯ୍ୟରେ ମନ ଲାଗିବ।	[1178, 659, 1324, 671]
ad-text: କିଆଁଗଡ଼ରେ ଭେଙ୍କଟେଶ୍ୱର ପ୍ରକଳ୍ପରେ ଉପଲବ୍ଧ ପ୍ଲଟ ୧.୫ଲକ୍ଷ ଟଙ୍କା ତୁରନ୍ତ ରେଜିଷ୍ଟ୍ରେସନ ଓ ପୂର୍ଣ୍ଣ ଅଧିକାର ସହ ପ୍ଲଟ ମିଳୁଛି। 9438277265, 9438277845.	[190, 556, 368, 620]
ad-text: ପ୍ଲଟ ୧୨ ଲକ୍ଷ ଠାରୁ ଉର୍ଦ୍ଧ୍ୱ ପ୍ରପର୍ଟି / ଏଗ୍ରିମେଣ୍ଟ / ପର୍ସନାଲ ଲୋନ ୪ ଦିନରେ ଉପଲବ୍ଧ। Mahindra Finance Ltd. 09818490930, 09818490946.	[748, 1646, 914, 1697]
ad-text: 3BHK flats under construction at Samantarapur close to Lingaraj Temple. Contact: 0674-3011624, 3011627, 3204083.	[376, 565, 550, 616]
ad-text: Office/guest house/residence available Sahid Nagar, Nayapalli, Rasulgarh, Khandagiri, Palaspalli, Patia, Jaydev Vihar. Vaishnabi. 8093096165, 9861957642.	[562, 959, 739, 1023]
zodiac-icon	[1132, 109, 1172, 149]
zodiac-icon	[1132, 409, 1172, 449]
ad-text: ମାଗଣା Mobile ରିଚାର୍ଜ ବିଜନେସ, service centre ଖୋଲନ୍ତୁ। ରୋଜଗାର 5000 - 9000. 9658175979, 7504035910.	[748, 1153, 927, 1191]
ad-text: Construct building by Anurag Construction with BDA approval, architech plan, interior, design and qualities. 9861077659, 0674-6510622.	[376, 1667, 553, 1731]
ad-text: Plot for sale ! At- Puri near Batamangala Temple connect to new NH-120 ft. road. Per sqft.- 400/-. Contact: 9238979996, 8984500660, 9861364532.	[190, 387, 362, 451]
kid-photo-2	[292, 52, 372, 171]
rashi-row	[1132, 309, 1493, 354]
rashi-text: କନ୍ୟା: କର୍ମକ୍ଷେତ୍ରରେ ସଫଳତା। ମାନସିକ ଶାନ୍ତି।	[1178, 359, 1381, 371]
kid-name: ଆଦିତ୍ୟ	[226, 149, 258, 160]
sale-heading: SALE	[446, 1808, 486, 1824]
boxed-ad: Own 1BHK, 2 BHK, 3 BHK flat and 3 BHK Villas in Vaishnomata Vihar, Phase-1 with all modern amenities at affordable price @ Sundarpada, Bhubaneswar. Contact: 09439922211 & 09938277722.	[190, 692, 370, 802]
rashi-prediction: ବନ୍ଧୁଙ୍କ ସହଯୋଗ ମିଳିବ। ଯାତ୍ରା ଯୋଗ।	[1200, 309, 1374, 321]
column-2	[190, 332, 370, 2327]
zodiac-icon	[1132, 509, 1172, 549]
birthday-fields	[14, 104, 136, 182]
ad-text: Booking open! Mega project with world class amenities at Dumuduma.1.5 kms from AIIMS. Contact: 0674-3011627, 3011624, 3204083.	[376, 442, 552, 506]
zodiac-icon	[1132, 209, 1172, 249]
ad-text: 180 Dec. gharabari plot back side of KIIT ready for sale. Contact: 9178606005, 9439626763.	[4, 1240, 184, 1278]
rashi-text: ବୃଷ: ଆର୍ଥିକ ସ୍ଥିତି ସୁଦୃଢ଼ ହେବ। ଚାକିରିରେ ଉନ୍ନତି ଯୋଗ।	[1178, 159, 1404, 171]
ad-text: 1200 sqft. land 6,00,000 near Chakeisiani 4,20,000 near Mancheswar. 9040855448.	[190, 1107, 348, 1145]
kid-from: ପରିବାରବର୍ଗ	[488, 160, 536, 171]
ad-text: 3BR at Samantarapur for office/ student/residence, commercial purposes 9439643460.	[562, 917, 731, 955]
ad-text: ମହସିଁଙ୍କ ଜାତକ, ହସ୍ତରେଖା, ବାସ୍ତୁ ବିଚାର ପାଇଁ ଯୋଗାଯୋଗ। Gurutva Karyalaya. 9238313418, 9238328785.	[748, 1437, 924, 1488]
kid-photo-4	[472, 52, 552, 171]
health-care-image: HEALTH CARE	[562, 1552, 742, 1662]
ad-text: Ready to move 3BHK apartments at Kalinganagar near to DAV school. Contact: 0674-3011627, 3011624, 3204083.	[190, 1560, 367, 1611]
ad-text: Gharabadi plot at Sundarpada 300/- blacktop road side. 9090746445, 7381599974.	[190, 861, 352, 912]
rashi-prediction: ନୂଆ କାର୍ଯ୍ୟ ଆରମ୍ଭ ପାଇଁ ଉପଯୁକ୍ତ ସମୟ।	[1207, 259, 1393, 271]
birthday-title: ଜନ୍ମଦିନର ଶୁଭେଚ୍ଛା	[12, 52, 188, 86]
ad-text: Booking open 2/3BHK apartment near Khandagiri square. Contact: 0674-3011627, 3011624, 3204083.	[190, 1463, 366, 1514]
kid-photo-3	[382, 52, 462, 171]
rashifala-author: ଜ୍ୟୋତିର୍ବିଦ୍ୟା ବିଶାରଦ ପ୍ରସନ୍ନ କୁମାର ମହାପାତ୍ର	[1203, 73, 1422, 86]
rashi-prediction: କର୍ମକ୍ଷେତ୍ରରେ ସଫଳତା। ମାନସିକ ଶାନ୍ତି।	[1211, 359, 1381, 371]
ad-text: 2/3 BHK life style flats in advanced stage of construction at Jharapara. Contact: 0674-3011627, 3011624, 3204083.	[376, 387, 544, 438]
rashi-name: ଧନୁ	[1178, 509, 1193, 521]
zodiac-icon	[1132, 359, 1172, 399]
ad-text: Herbal full body fresh massage with new smart therapist. 7377600529, 8658966102.	[748, 141, 914, 179]
ad-text: 3 BHK flat with garage, modular kitchen for family at Forest park. 9861215386, 9938116046.	[562, 820, 736, 858]
ad-text: Qualis OR02AC 8607 in good condition for sale. Contact: 9124870867.	[4, 777, 158, 815]
ad-text: Labrador Puppy for sale, Female white colour. Contact: 9437082013, 7205858515.	[376, 1825, 548, 1863]
rashifala-title: ଆଜିର ରାଶିଫଳ	[1132, 44, 1493, 69]
to-let-image: TO-LET	[562, 44, 742, 224]
